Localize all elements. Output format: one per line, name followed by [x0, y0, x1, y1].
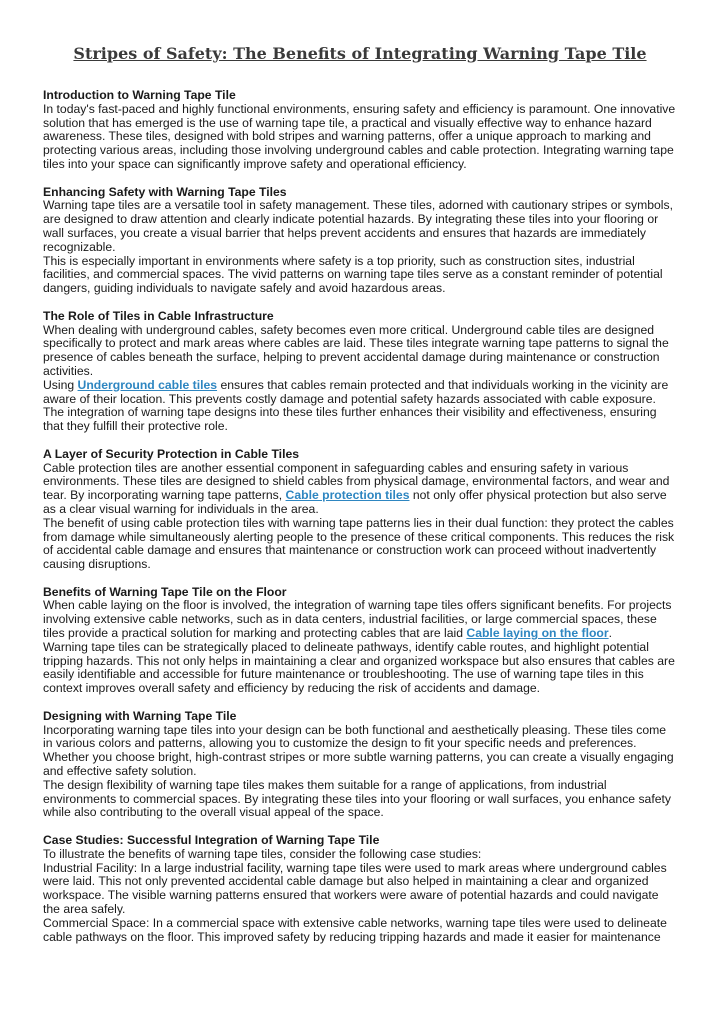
paragraph: In today's fast-paced and highly functional environments, ensuring safety and efficiency is paramount. One innovative solution that has emerged is the use of warning tape tile, a practical and visually effective way to enhance hazard awareness. These tiles, designed with bold stripes and warning patterns, offer a unique approach to marking and protecting various areas, including those involving underground cables and cable protection. Integrating warning tape tiles into your space can significantly improve safety and operational efficiency. [43, 101, 676, 171]
section-heading: A Layer of Security Protection in Cable Tiles [43, 446, 300, 461]
page-title: Stripes of Safety: The Benefits of Integrating Warning Tape Tile [73, 44, 647, 63]
paragraph-text: Cable protection tiles are another essential component in safeguarding cables and ensuring safety in various environments. These tiles are designed to shield cables from physical damage, environmental factors, and wear and tear. By incorporating warning tape patterns, [43, 460, 670, 503]
section-heading: Enhancing Safety with Warning Tape Tiles [43, 184, 287, 199]
paragraph-text: When cable laying on the floor is involved, the integration of warning tape tiles offers significant benefits. For projects involving extensive cable networks, such as in data centers, industrial facilities, or large commercial spaces, these tiles provide a practical solution for marking and protecting cables that are laid [43, 598, 672, 641]
section-heading: The Role of Tiles in Cable Infrastructure [43, 308, 274, 323]
section-floor-benefits [43, 586, 677, 696]
cable-protection-tiles-link[interactable]: Cable protection tiles [285, 488, 410, 503]
paragraph: The design flexibility of warning tape tiles makes them suitable for a range of applications, from industrial environments to commercial spaces. By integrating these tiles into your flooring or wall surfaces, you enhance safety while also contributing to the overall visual appeal of the space. [43, 777, 671, 820]
section-heading: Introduction to Warning Tape Tile [43, 88, 236, 102]
section-heading: Designing with Warning Tape Tile [43, 708, 237, 723]
paragraph: When dealing with underground cables, safety becomes even more critical. Underground cable tiles are designed specifically to protect and mark areas where cables are laid. These tiles integrate warning tape patterns to signal the presence of cables beneath the surface, helping to prevent accidental damage during maintenance or construction activities. [43, 322, 669, 378]
paragraph: This is especially important in environments where safety is a top priority, such as construction sites, industrial facilities, and commercial spaces. The vivid patterns on warning tape tiles serve as a constant reminder of potential dangers, guiding individuals to navigate safely and avoid hazardous areas. [43, 253, 663, 296]
paragraph: To illustrate the benefits of warning tape tiles, consider the following case studies: [43, 846, 482, 861]
document-body [43, 89, 677, 958]
paragraph-text: ensures that cables remain protected and that individuals working in the vicinity are aware of their location. This prevents costly damage and potential safety hazards associated with cable exposure. The integration of warning tape designs into these tiles further enhances their visibility and effectiveness, ensuring that they fulfill their protective role. [43, 377, 669, 434]
paragraph [43, 599, 677, 640]
paragraph: Warning tape tiles can be strategically placed to delineate pathways, identify cable routes, and highlight potential tripping hazards. This not only helps in maintaining a clear and organized workspace but also ensures that cables are easily identifiable and accessible for future maintenance or troubleshooting. The use of warning tape tiles in this context improves overall safety and efficiency by reducing the risk of accidents and damage. [43, 639, 675, 696]
section-security-protection [43, 448, 677, 572]
paragraph: Industrial Facility: In a large industrial facility, warning tape tiles were used to mark areas where underground cables were laid. This not only prevented accidental cable damage but also helped in maintaining a clear and organized workspace. The visible warning patterns ensured that workers were aware of potential hazards and could navigate the area safely. [43, 860, 667, 917]
paragraph-text: Using [43, 377, 78, 392]
section-case-studies [43, 834, 677, 944]
paragraph [43, 462, 677, 517]
section-introduction [43, 89, 677, 172]
paragraph-text: . [608, 626, 612, 641]
paragraph: Incorporating warning tape tiles into your design can be both functional and aesthetically pleasing. These tiles come in various colors and patterns, allowing you to customize the design to fit your specific needs and preferences. Whether you choose bright, high-contrast stripes or more subtle warning patterns, you can create a visually engaging and effective safety solution. [43, 722, 674, 779]
section-heading: Benefits of Warning Tape Tile on the Floor [43, 584, 287, 599]
section-heading: Case Studies: Successful Integration of Warning Tape Tile [43, 833, 380, 848]
paragraph-text: not only offer physical protection but also serve as a clear visual warning for individuals in the area. [43, 488, 667, 516]
section-cable-infrastructure [43, 310, 677, 434]
paragraph: Warning tape tiles are a versatile tool in safety management. These tiles, adorned with cautionary stripes or symbols, are designed to draw attention and clearly indicate potential hazards. By integrating these tiles into your flooring or wall surfaces, you create a visual barrier that helps prevent accidents and ensures that hazards are immediately recognizable. [43, 198, 673, 254]
section-designing [43, 710, 677, 820]
paragraph: Commercial Space: In a commercial space with extensive cable networks, warning tape tiles were used to delineate cable pathways on the floor. This improved safety by reducing tripping hazards and made it easier for maintenance [43, 915, 667, 944]
underground-cable-tiles-link[interactable]: Underground cable tiles [77, 377, 218, 392]
paragraph: The benefit of using cable protection tiles with warning tape patterns lies in their dual function: they protect the cables from damage while simultaneously alerting people to the presence of these critical components. This reduces the risk of accidental cable damage and ensures that maintenance or construction work can proceed without inadvertently causing disruptions. [43, 515, 675, 572]
cable-laying-on-floor-link[interactable]: Cable laying on the floor [466, 626, 609, 641]
section-enhancing-safety [43, 186, 677, 296]
paragraph [43, 379, 677, 434]
